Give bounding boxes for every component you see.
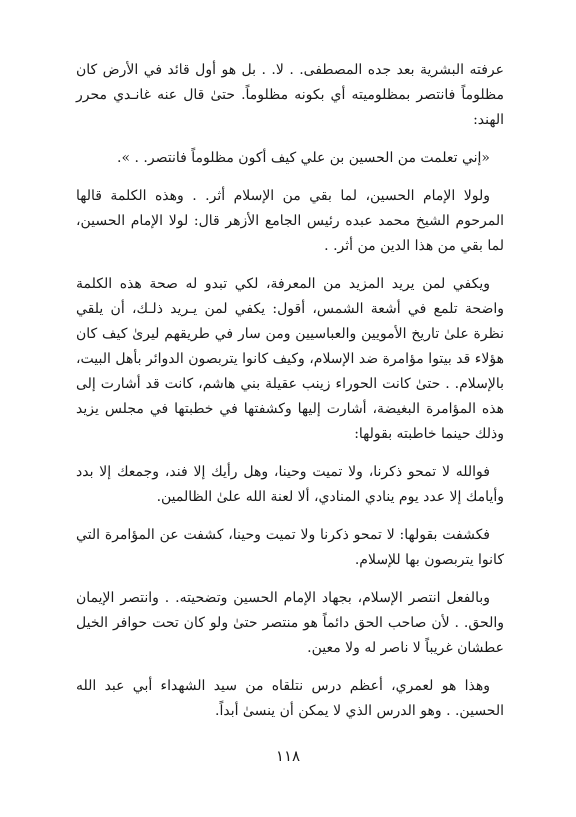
paragraph-8: وهذا هو لعمري، أعظم درس نتلقاه من سيد الشهداء أبي عبد الله الحسين. . وهو الدرس الذي لا يمكن أن ينسىٰ أبداً. — [76, 678, 504, 719]
paragraph-5: فوالله لا تمحو ذكرنا، ولا تميت وحينا، وهل رأيك إلا فند، وجمعك إلا بدد وأيامك إلا عدد يوم ينادي المنادي، ألا لعنة الله علىٰ الظالمين. — [76, 464, 504, 505]
paragraph-7: وبالفعل انتصر الإسلام، بجهاد الإمام الحسين وتضحيته. . وانتصر الإيمان والحق. . لأن صاحب الحق دائماً هو منتصر حتىٰ ولو كان تحت حوافر الخيل عطشان غريباً لا ناصر له ولا معين. — [76, 590, 504, 656]
quote-gandhi: «إني تعلمت من الحسين بن علي كيف أكون مظلوماً فانتصر. . ». — [117, 150, 490, 166]
paragraph-6: فكشفت بقولها: لا تمحو ذكرنا ولا تميت وحينا، كشفت عن المؤامرة التي كانوا يتربصون بها للإسلام. — [76, 527, 504, 568]
page-text — [76, 58, 504, 737]
page-number: ١١٨ — [275, 747, 301, 765]
paragraph-4: ويكفي لمن يريد المزيد من المعرفة، لكي تبدو له صحة هذه الكلمة واضحة تلمع في أشعة الشمس، أقول: يكفي لمن يـريد ذلـك، أن يلقي نظرة علىٰ تاريخ الأمويين والعباسيين ومن سار في طريقهم ليرىٰ كيف كان هؤلاء قد بيتوا مؤامرة ضد الإسلام، وكيف كانوا يتربصون الدوائر بأهل البيت، بالإسلام. . حتىٰ كانت الحوراء زينب عقيلة بني هاشم، كانت قد أشارت إلى هذه المؤامرة البغيضة، أشارت إليها وكشفتها في خطبتها في مجلس يزيد وذلك حينما خاطبته بقولها: — [76, 276, 504, 442]
paragraph-1: عرفته البشرية بعد جده المصطفى. . لا. . بل هو أول قائد في الأرض كان مظلوماً فانتصر بمظلوميته أي بكونه مظلوماً. حتىٰ قال عنه غانـدي محرر الهند: — [76, 62, 504, 128]
paragraph-3: ولولا الإمام الحسين، لما بقي من الإسلام أثر. . وهذه الكلمة قالها المرحوم الشيخ محمد عبده رئيس الجامع الأزهر قال: لولا الإمام الحسين، لما بقي من هذا الدين من أثر. . — [76, 188, 504, 254]
